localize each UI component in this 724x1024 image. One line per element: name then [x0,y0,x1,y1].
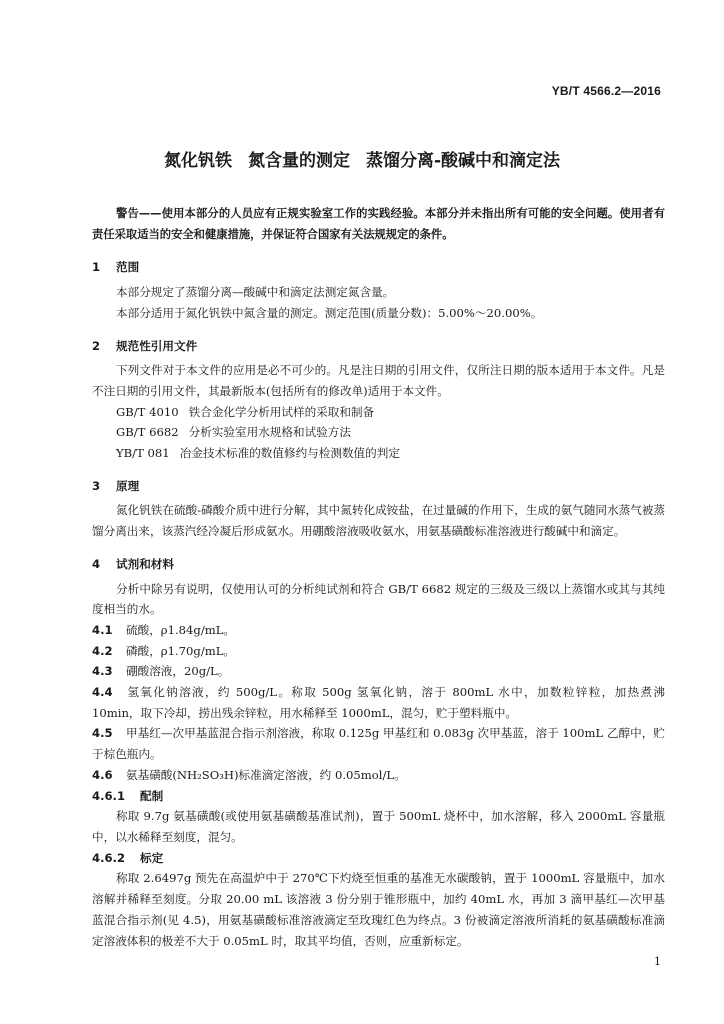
clause-text: 氨基磺酸(NH₂SO₃H)标准滴定溶液，约 0.05mol/L。 [126,767,406,782]
section-title: 原理 [116,478,140,493]
clause-title: 标定 [140,850,164,865]
clause-4-6 [92,765,665,786]
section-4-heading [92,554,665,575]
clause-4-6-1-heading [92,786,665,807]
reference-code: GB/T 6682 [116,425,179,440]
section-1-heading [92,257,665,278]
clause-number: 4.5 [92,726,113,741]
section-number: 4 [92,556,101,571]
section-title: 试剂和材料 [116,556,174,571]
clause-text: 氢氧化钠溶液，约 500g/L。称取 500g 氢氧化钠，溶于 800mL 水中，加数粒锌粒，加热煮沸 10min，取下冷却，捞出残余锌粒，用水稀释至 1000mL，混匀，贮于塑料瓶中。 [92,685,665,720]
clause-number: 4.6.2 [92,850,126,865]
section-3-paragraph-1: 氮化钒铁在硫酸-磷酸介质中进行分解，其中氮转化成铵盐，在过量碱的作用下，生成的氨气随同水蒸气被蒸馏分离出来，该蒸汽经冷凝后形成氨水。用硼酸溶液吸收氨水，用氨基磺酸标准溶液进行酸碱中和滴定。 [92,503,665,539]
section-2-paragraph-1: 下列文件对于本文件的应用是必不可少的。凡是注日期的引用文件，仅所注日期的版本适用于本文件。凡是不注日期的引用文件，其最新版本(包括所有的修改单)适用于本文件。 [92,363,665,398]
standard-code: YB/T 4566.2—2016 [551,84,661,98]
clause-text: 硫酸，ρ1.84g/mL。 [126,622,236,637]
section-number: 2 [92,338,101,353]
clause-4-4 [92,682,665,723]
clause-text: 硼酸溶液，20g/L。 [126,664,230,679]
section-number: 3 [92,478,101,493]
reference-title: 铁合金化学分析用试样的采取和制备 [188,404,375,419]
section-2-heading [92,336,665,357]
clause-number: 4.6 [92,767,113,782]
section-1-paragraph-1: 本部分规定了蒸馏分离—酸碱中和滴定法测定氮含量。 [116,285,395,300]
reference-item [92,443,665,464]
document-title [0,146,724,171]
reference-code: GB/T 4010 [116,404,179,419]
reference-item [92,402,665,423]
clause-4-3 [92,661,665,682]
clause-4-6-2-text: 称取 2.6497g 预先在高温炉中于 270℃下灼烧至恒重的基准无水碳酸钠，置于 1000mL 容量瓶中，加水溶解并稀释至刻度。分取 20.00 mL 该溶液 3 份分别于锥形瓶中，加约 40mL 水，再加 3 滴甲基红—次甲基蓝混合指示剂(见 4.5)，用氨基磺酸标准溶液滴定至玫瑰红色为终点。3 份被滴定溶液所消耗的氨基磺酸标准滴定溶液体积的极差不大于 0.05mL 时，取其平均值，否则，应重新标定。 [92,871,665,948]
reference-title: 冶金技术标准的数值修约与检测数值的判定 [179,446,400,461]
page-number: 1 [654,955,661,968]
warning-paragraph: 警告——使用本部分的人员应有正规实验室工作的实践经验。本部分并未指出所有可能的安全问题。使用者有责任采取适当的安全和健康措施，并保证符合国家有关法规规定的条件。 [92,207,665,241]
clause-4-1 [92,620,665,641]
reference-code: YB/T 081 [116,446,170,461]
clause-text: 磷酸，ρ1.70g/mL。 [126,643,236,658]
clause-title: 配制 [140,788,164,803]
clause-4-5 [92,723,665,764]
section-4-paragraph-1: 分析中除另有说明，仅使用认可的分析纯试剂和符合 GB/T 6682 规定的三级及三级以上蒸馏水或其与其纯度相当的水。 [92,581,665,617]
section-3-heading [92,476,665,497]
clause-number: 4.3 [92,664,113,679]
clause-number: 4.2 [92,643,113,658]
section-title: 规范性引用文件 [116,338,198,353]
title-part-3: 蒸馏分离-酸碱中和滴定法 [365,151,561,171]
reference-item [92,422,665,443]
clause-4-6-2-heading [92,848,665,869]
clause-text: 甲基红—次甲基蓝混合指示剂溶液，称取 0.125g 甲基红和 0.083g 次甲基蓝，溶于 100mL 乙醇中，贮于棕色瓶内。 [92,726,665,762]
clause-4-6-1-text: 称取 9.7g 氨基磺酸(或使用氨基磺酸基准试剂)，置于 500mL 烧杯中，加水溶解，移入 2000mL 容量瓶中，以水稀释至刻度，混匀。 [92,809,665,844]
reference-title: 分析实验室用水规格和试验方法 [188,425,351,440]
document-body [92,204,665,951]
section-1-paragraph-2: 本部分适用于氮化钒铁中氮含量的测定。测定范围(质量分数)：5.00%～20.00%。 [116,305,543,320]
clause-4-2 [92,641,665,662]
clause-number: 4.6.1 [92,788,126,803]
title-part-2: 氮含量的测定 [247,151,350,171]
section-title: 范围 [116,260,140,275]
clause-number: 4.1 [92,622,113,637]
title-part-1: 氮化钒铁 [163,151,232,171]
section-number: 1 [92,260,101,275]
clause-number: 4.4 [92,685,113,700]
